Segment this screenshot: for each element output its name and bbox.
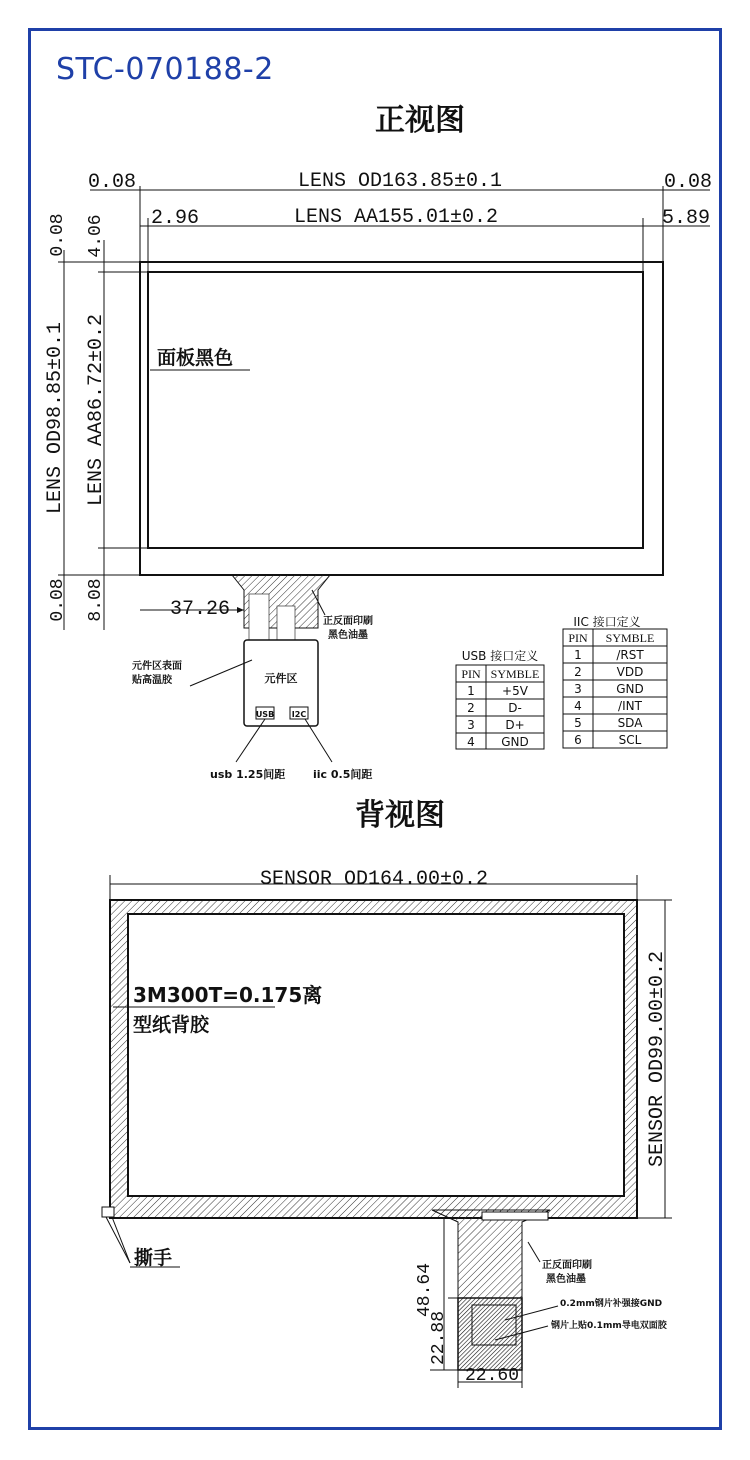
dim-left-bottom-small: 0.08: [48, 578, 68, 622]
i2c-connector-label: I2C: [291, 710, 307, 719]
iic-table-cell: 2: [574, 665, 582, 679]
label-tape-1: 3M300T=0.175离: [133, 983, 323, 1007]
pull-tab: [102, 1207, 114, 1217]
dim-left-top-small: 0.08: [48, 213, 68, 257]
dim-top-left: 0.08: [87, 171, 137, 194]
usb-table-cell: +5V: [502, 684, 528, 698]
label-back-fpc-print-2: 黑色油墨: [546, 1274, 586, 1285]
iic-table-cell: 5: [574, 716, 582, 730]
back-fpc-tail: [432, 1210, 550, 1298]
label-component-area: 元件区: [264, 672, 298, 685]
iic-table-cell: SDA: [617, 716, 643, 730]
iic-table-cell: 1: [574, 648, 582, 662]
steel-stiffener: [458, 1298, 522, 1370]
sensor-inner-area: [128, 914, 624, 1196]
dim-fpc-length: 48.64: [415, 1262, 435, 1318]
dim-sensor-width: SENSOR OD164.00±0.2: [259, 868, 489, 891]
dim-left-bottom-aa: 8.08: [86, 578, 106, 622]
usb-connector-label: USB: [255, 710, 275, 719]
lens-active-area: [148, 272, 643, 548]
page-title: STC-070188-2: [56, 52, 274, 87]
iic-table-cell: VDD: [616, 665, 644, 679]
label-iic-pitch: iic 0.5间距: [313, 768, 373, 781]
iic-table-cell: GND: [616, 682, 644, 696]
dim-aa-right: 5.89: [661, 207, 711, 230]
iic-table-caption: IIC 接口定义: [573, 615, 641, 629]
usb-table-cell: GND: [501, 735, 529, 749]
iic-table-cell: /INT: [618, 699, 642, 713]
label-component-surface-2: 贴高温胶: [132, 675, 172, 686]
label-front-fpc-print-1: 正反面印刷: [323, 616, 373, 627]
fpc-trace-labels-left: [249, 594, 269, 640]
dim-lens-od-height: LENS OD98.85±0.1: [44, 321, 67, 515]
label-pull-tab: 撕手: [134, 1247, 173, 1269]
usb-table-cells: [461, 667, 539, 749]
label-stiffener: 0.2mm钢片补强接GND: [560, 1299, 663, 1309]
label-panel-black: 面板黑色: [157, 347, 234, 369]
usb-table-cell: 1: [467, 684, 475, 698]
label-conductive-tape: 钢片上贴0.1mm导电双面胶: [551, 1321, 667, 1331]
dim-top-right: 0.08: [663, 171, 713, 194]
dim-fpc-offset: 37.26: [169, 598, 231, 621]
iic-table-cells: [568, 631, 654, 747]
usb-table-caption: USB 接口定义: [461, 649, 539, 663]
iic-table-cell: SCL: [618, 733, 642, 747]
usb-table-cell: 4: [467, 735, 475, 749]
dim-sensor-height: SENSOR OD99.00±0.2: [646, 950, 669, 1168]
dim-lens-aa-height: LENS AA86.72±0.2: [85, 313, 108, 507]
iic-table-cell: 4: [574, 699, 582, 713]
iic-table-cell: 6: [574, 733, 582, 747]
lens-outline: [140, 262, 663, 575]
fpc-trace-labels-right: [277, 606, 295, 640]
usb-table-cell: 3: [467, 718, 475, 732]
label-front-fpc-print-2: 黑色油墨: [328, 630, 368, 641]
usb-table-cell: D-: [508, 701, 522, 715]
back-view-heading: 背视图: [355, 798, 445, 833]
iic-table-cell: /RST: [616, 648, 644, 662]
dim-stiffener-length: 22.88: [429, 1310, 449, 1366]
iic-table-cell: 3: [574, 682, 582, 696]
dim-lens-od-width: LENS OD163.85±0.1: [297, 170, 503, 193]
dim-aa-left: 2.96: [150, 207, 200, 230]
usb-table-cell: 2: [467, 701, 475, 715]
label-component-surface-1: 元件区表面: [132, 661, 182, 672]
usb-table-cell: D+: [505, 718, 525, 732]
dim-fpc-width: 22.60: [464, 1366, 520, 1386]
dim-lens-aa-width: LENS AA155.01±0.2: [293, 206, 499, 229]
label-usb-pitch: usb 1.25间距: [210, 768, 286, 781]
front-view-heading: 正视图: [375, 103, 465, 138]
usb-table-header-cell: SYMBLE: [490, 667, 540, 681]
label-tape-2: 型纸背胶: [133, 1014, 210, 1036]
label-back-fpc-print-1: 正反面印刷: [542, 1260, 592, 1271]
iic-table-header-cell: SYMBLE: [605, 631, 655, 645]
dim-left-top-aa: 4.06: [86, 214, 106, 258]
usb-table-header-cell: PIN: [461, 667, 481, 681]
back-fpc-slot: [482, 1212, 548, 1220]
iic-table-header-cell: PIN: [568, 631, 588, 645]
